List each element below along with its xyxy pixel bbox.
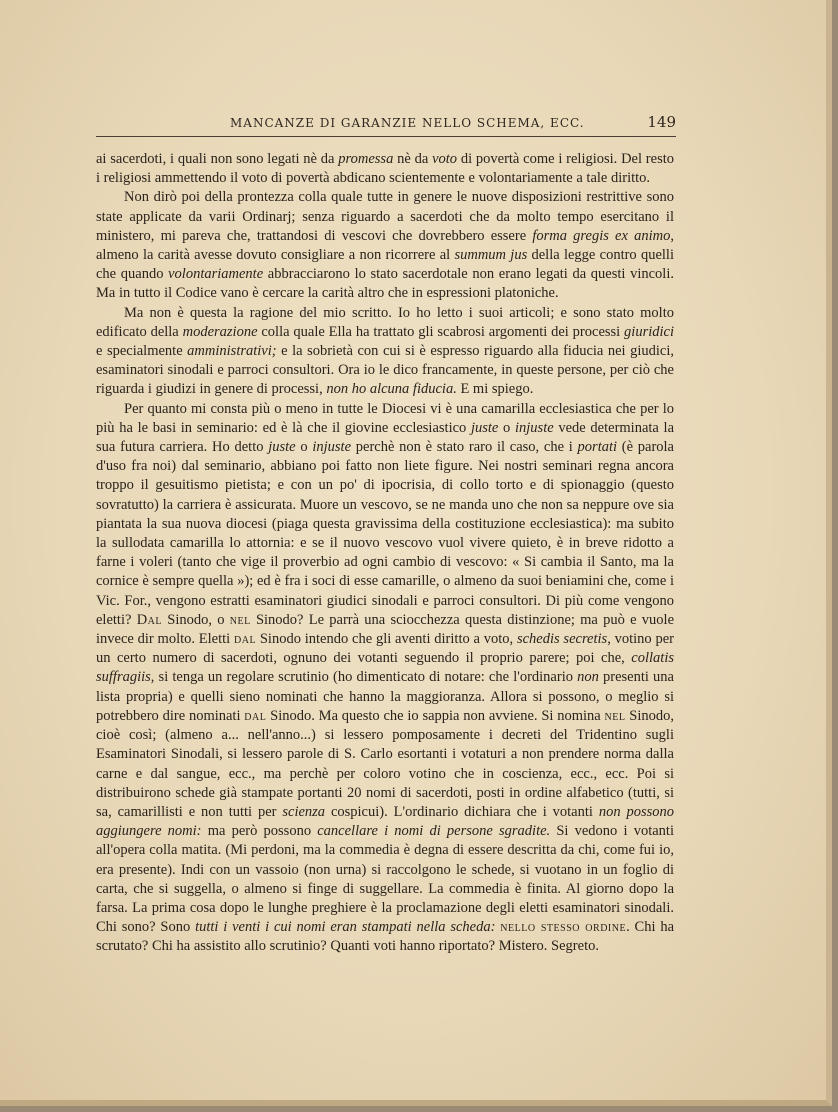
italic-run: voto — [432, 151, 458, 167]
small-caps-run: Dal — [136, 611, 162, 628]
text-run: , si tenga un regolare scrutinio (ho dimenticato di notare: che l'ordinario — [150, 669, 578, 686]
italic-run: amministrativi; — [187, 343, 277, 360]
text-run: e specialmente — [96, 343, 188, 360]
text-run: (è parola d'uso fra noi) dal seminario, abbiano poi fatto non liete figure. Nei nostri seminari regna ancora troppo il gesuitismo pietista; e con un po' di ipocrisia, di collo torto e di spionaggio (questo sovratutto) la carriera è assicurata. Muore un vescovo, se ne manda uno che non sa neppure ove sia piantata la sua nuova diocesi (piaga questa gravissima della costituzione ecclesiastica): ma subito la sullodata camarilla lo attornia: e se il nuovo vescovo vuol vivere quieto, è in breve ridotto a farne i voleri (tanto che vige il proverbio ad ogni cambio di vescovo: « Si cambia il Santo, ma la cornice è sempre quella »); ed è fra i soci di esse camarille, o almeno da suoi beniamini che, come i Vic. For., vengono estratti esaminatori giudici sinodali e parroci consultori. Di più come vengono eletti? — [96, 439, 674, 628]
text-run: perchè non è stato raro il caso, che i — [351, 439, 578, 456]
text-run: colla quale Ella ha trattato gli scabrosi argomenti dei processi — [257, 323, 625, 340]
paragraph — [96, 150, 674, 188]
italic-run: non possono aggiungere nomi: — [96, 803, 674, 840]
text-run: o — [295, 439, 313, 456]
text-run: della legge contro quelli che quando — [96, 247, 674, 283]
italic-run: portati — [577, 439, 618, 456]
text-run: presenti una lista propria) e quelli sieno nominati che hanno la maggioranza. Allora si possono, o meglio si potrebbero dire nominati — [96, 669, 674, 724]
text-run: . Chi ha scrutato? Chi ha assistito allo scrutinio? Quanti voti hanno riportato? Mistero. Segreto. — [96, 919, 675, 955]
italic-run: giuridici — [624, 323, 674, 340]
text-run: Ma non è questa la ragione del mio scritto. Io ho letto i suoi articoli; e sono stato molto edificato della — [96, 304, 674, 340]
paragraph — [96, 188, 674, 303]
italic-run: scienza — [282, 803, 326, 820]
small-caps-run: nel — [604, 707, 626, 724]
text-run: Sinodo. Ma questo che io sappia non avviene. Si nomina — [266, 707, 605, 724]
small-caps-run: nello stesso ordine — [500, 919, 627, 936]
italic-run: tutti i venti i cui nomi eran stampati nella scheda: — [195, 919, 496, 936]
italic-run: non ho alcuna fiducia. — [326, 381, 457, 398]
text-run: E mi spiego. — [456, 381, 534, 398]
text-run: abbracciarono lo stato sacerdotale non erano legati da questi vincoli. Ma in tutto il Codice vano è cercare la carità altro che in espressioni platoniche. — [96, 266, 674, 302]
italic-run: promessa — [338, 151, 394, 167]
italic-run: moderazione — [182, 323, 258, 340]
italic-run: forma gregis ex animo — [532, 227, 671, 244]
italic-run: volontariamente — [168, 266, 264, 283]
text-run: di povertà come i religiosi. Del resto i religiosi ammettendo il voto di povertà abdicano scientemente e volontariamente a tale diritto. — [96, 151, 674, 187]
text-run: ma però possono — [201, 823, 318, 840]
page-number: 149 — [647, 113, 676, 131]
italic-run: juste — [470, 419, 499, 436]
text-run: ai sacerdoti, i quali non sono legati nè da — [96, 151, 339, 167]
italic-run: summum jus — [454, 247, 528, 264]
text-run: Sinodo, o — [162, 611, 230, 628]
small-caps-run: nel — [229, 611, 251, 628]
text-run: vede determinata la sua futura carriera. Ho detto — [96, 419, 675, 456]
paragraph — [96, 400, 674, 957]
text-run: Sinodo intendo che gli aventi diritto a voto, — [256, 631, 517, 648]
italic-run: injuste — [515, 419, 554, 436]
small-caps-run: dal — [244, 707, 267, 724]
running-header — [96, 112, 676, 137]
text-run: Non dirò poi della prontezza colla quale tutte in genere le nuove disposizioni restrittive sono state applicate da varii Ordinarj; senza riguardo a sacerdoti che da molto tempo esercitano il ministero, mi pareva che, trattandosi di vescovi che dovrebbero essere — [96, 189, 674, 244]
running-title: MANCANZE DI GARANZIE NELLO SCHEMA, ECC. — [230, 116, 585, 130]
text-run: o — [498, 419, 515, 436]
body-text — [96, 150, 674, 957]
text-run: nè da — [393, 151, 433, 167]
text-run: e la sobrietà con cui si è espresso riguardo alla fiducia nei giudici, esaminatori sinodali e parroci consultori. Ora io le dico francamente, in queste persone, per ciò che riguarda i giudizi in genere di processi, — [96, 343, 674, 398]
small-caps-run: dal — [234, 631, 257, 648]
italic-run: cancellare i nomi di persone sgradite. — [317, 823, 551, 840]
text-run: Per quanto mi consta più o meno in tutte le Diocesi vi è una camarilla ecclesiastica che per lo più ha le basi in seminario: ed è là che il giovine ecclesiastico — [96, 400, 674, 436]
text-run: Si vedono i votanti all'opera colla matita. (Mi perdoni, ma la commedia è degna di essere descritta da chi, come fui io, era presente). Indi con un vassoio (non urna) si raccolgono le schede, si vuotano in un foglio di carta, che si suggella, o almeno si finge di suggellare. La commedia è finita. Al giorno dopo la farsa. La prima cosa dopo le lunghe preghiere è la proclamazione degli eletti esaminatori sinodali. Chi sono? Sono — [96, 823, 674, 936]
italic-run: injuste — [312, 439, 352, 456]
paragraph — [96, 304, 674, 400]
text-run: , almeno la carità avesse dovuto consigliare a non ricorrere al — [96, 227, 674, 264]
text-run: cospicui). L'ordinario dichiara che i votanti — [325, 803, 599, 820]
italic-run: non — [577, 669, 599, 686]
text-run: Sinodo, cioè così; (almeno a... nell'anno...) si lessero pomposamente i decreti del Tridentino sugli Esaminatori Sinodali, si lessero parole di S. Carlo esortanti i votaturi a non prendere norma dalla carne e dal sangue, ecc., ma perchè per coloro votino che in coscienza, ecc., ecc. Poi si distribuirono schede già stampate portanti 20 nomi di sacerdoti, posti in ordine alfabetico (tutti, si sa, camarillisti e non tutti per — [96, 707, 674, 820]
italic-run: juste — [268, 439, 296, 456]
text-run: Sinodo? Le parrà una sciocchezza questa distinzione; ma può e vuole invece dir molto. Eletti — [96, 611, 675, 648]
italic-run: schedis secretis — [516, 631, 608, 648]
text-run: , votino per un certo numero di sacerdoti, ognuno dei votanti seguendo il proprio parere; poi che, — [96, 631, 674, 667]
italic-run: collatis suffragiis — [96, 650, 674, 686]
